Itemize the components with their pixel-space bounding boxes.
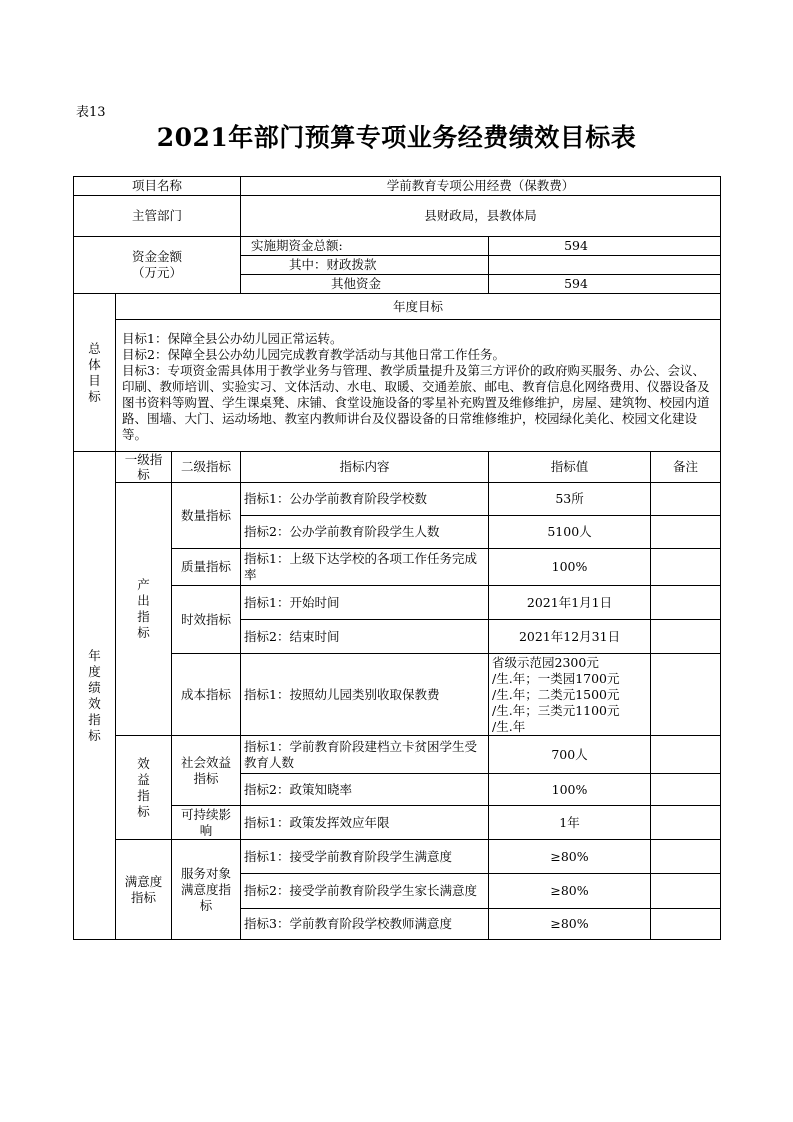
timeliness-content-2: 指标2：结束时间: [241, 620, 489, 654]
cost-value: [489, 654, 651, 736]
satisfaction-content-3: 指标3：学前教育阶段学校教师满意度: [241, 909, 489, 940]
timeliness-value-2: 2021年12月31日: [489, 620, 651, 654]
timeliness-content-1: 指标1：开始时间: [241, 586, 489, 620]
quantity-value-2: 5100人: [489, 516, 651, 549]
timeliness-value-1: 2021年1月1日: [489, 586, 651, 620]
satisfaction-content-1: 指标1：接受学前教育阶段学生满意度: [241, 840, 489, 874]
sustainable-content-1: 指标1：政策发挥效应年限: [241, 806, 489, 840]
project-label: 项目名称: [74, 177, 241, 196]
indicators-header-row: [74, 452, 721, 483]
cost-value-line-1: 省级示范园2300元: [492, 654, 599, 670]
note-cell: [651, 909, 721, 940]
goal-1: 目标1：保障全县公办幼儿园正常运转。: [122, 330, 343, 346]
page-title: 2021年部门预算专项业务经费绩效目标表: [156, 123, 637, 152]
note-cell: [651, 736, 721, 774]
quality-content-1: 指标1：上级下达学校的各项工作任务完成率: [241, 549, 489, 586]
cost-label: 成本指标: [172, 654, 241, 736]
goal-3: 目标3：专项资金需具体用于教学业务与管理、教学质量提升及第三方评价的政府购买服务、办公、会议、印刷、教师培训、实验实习、文体活动、水电、取暖、交通差旅、邮电、教育信息化网络费用、仪器设备及图书资料等购置、学生课桌凳、床铺、食堂设施设备的零星补充购置及维修维护，房屋、建筑物、校园内道路、围墙、大门、运动场地、教室内教师讲台及仪器设备的日常维修维护，校园绿化美化、校园文化建设等。: [122, 362, 710, 442]
indicators-label: [74, 452, 116, 940]
header-note: 备注: [651, 452, 721, 483]
department-value: 县财政局，县教体局: [241, 196, 721, 237]
table-row: [74, 654, 721, 736]
table-row: [74, 483, 721, 516]
funds-other-label: 其他资金: [241, 275, 489, 294]
note-cell: [651, 483, 721, 516]
goal-2: 目标2：保障全县公办幼儿园完成教育教学活动与其他日常工作任务。: [122, 346, 505, 362]
cost-content: 指标1：按照幼儿园类别收取保教费: [241, 654, 489, 736]
funds-label: [74, 237, 241, 294]
benefit-label: [116, 736, 172, 840]
timeliness-label: 时效指标: [172, 586, 241, 654]
funds-fiscal-label: 其中：财政拨款: [241, 256, 489, 275]
sustainable-value-1: 1年: [489, 806, 651, 840]
satisfaction-value-3: ≥80%: [489, 909, 651, 940]
cost-value-line-2: /生.年；一类园1700元: [492, 670, 620, 686]
header-level1: 一级指标: [116, 452, 172, 483]
note-cell: [651, 620, 721, 654]
table-row: [74, 736, 721, 774]
header-content: 指标内容: [241, 452, 489, 483]
table-row: [74, 549, 721, 586]
satisfaction-value-2: ≥80%: [489, 874, 651, 909]
satisfaction-sub-label: 服务对象满意度指标: [172, 840, 241, 940]
funds-total-value: 594: [489, 237, 721, 256]
quantity-value-1: 53所: [489, 483, 651, 516]
social-value-1: 700人: [489, 736, 651, 774]
header-level2: 二级指标: [172, 452, 241, 483]
note-cell: [651, 549, 721, 586]
note-cell: [651, 806, 721, 840]
quantity-content-2: 指标2：公办学前教育阶段学生人数: [241, 516, 489, 549]
quality-label: 质量指标: [172, 549, 241, 586]
note-cell: [651, 654, 721, 736]
quantity-label: 数量指标: [172, 483, 241, 549]
funds-total-row: [74, 237, 721, 256]
overall-goals: [116, 320, 721, 452]
project-row: [74, 177, 721, 196]
department-row: [74, 196, 721, 237]
funds-other-value: 594: [489, 275, 721, 294]
header-value: 指标值: [489, 452, 651, 483]
sustainable-label: 可持续影响: [172, 806, 241, 840]
note-cell: [651, 840, 721, 874]
table-tag: 表13: [76, 105, 106, 120]
benefit-label-text: 效益指标: [137, 755, 150, 819]
department-label: 主管部门: [74, 196, 241, 237]
quality-value-1: 100%: [489, 549, 651, 586]
indicators-label-text: 年度绩效指标: [88, 647, 101, 743]
table-row: [74, 586, 721, 620]
quantity-content-1: 指标1：公办学前教育阶段学校数: [241, 483, 489, 516]
output-label: [116, 483, 172, 736]
funds-total-label: 实施期资金总额:: [241, 237, 489, 256]
note-cell: [651, 874, 721, 909]
cost-value-line-5: /生.年: [492, 718, 526, 734]
social-value-2: 100%: [489, 774, 651, 806]
satisfaction-label: 满意度指标: [116, 840, 172, 940]
overall-header-row: [74, 294, 721, 320]
cost-value-line-4: /生.年；三类元1100元: [492, 702, 620, 718]
overall-header: 年度目标: [116, 294, 721, 320]
funds-fiscal-value: [489, 256, 721, 275]
cost-value-line-3: /生.年；二类元1500元: [492, 686, 620, 702]
performance-table: [73, 176, 721, 940]
note-cell: [651, 774, 721, 806]
table-row: [74, 806, 721, 840]
note-cell: [651, 586, 721, 620]
project-name: 学前教育专项公用经费（保教费）: [241, 177, 721, 196]
overall-label-text: 总体目标: [88, 340, 101, 404]
social-content-2: 指标2：政策知晓率: [241, 774, 489, 806]
table-row: [74, 840, 721, 874]
funds-label-line1: 资金金额: [132, 249, 183, 264]
social-content-1: 指标1：学前教育阶段建档立卡贫困学生受教育人数: [241, 736, 489, 774]
funds-label-line2: （万元）: [132, 265, 183, 280]
satisfaction-value-1: ≥80%: [489, 840, 651, 874]
output-label-text: 产出指标: [137, 577, 150, 640]
satisfaction-content-2: 指标2：接受学前教育阶段学生家长满意度: [241, 874, 489, 909]
overall-label: [74, 294, 116, 452]
note-cell: [651, 516, 721, 549]
social-label: 社会效益指标: [172, 736, 241, 806]
overall-goals-row: [74, 320, 721, 452]
